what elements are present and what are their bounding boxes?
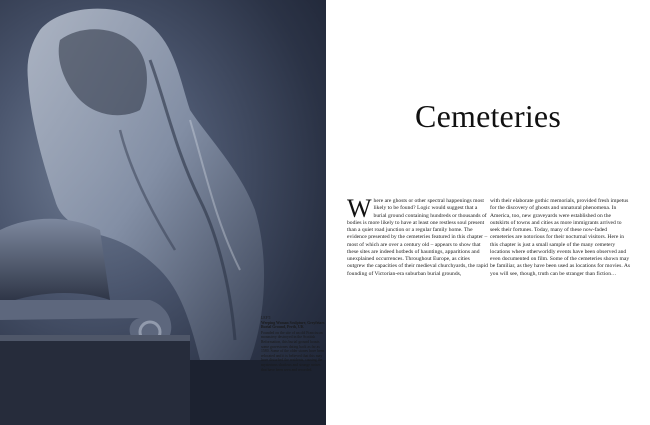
body-column-1 <box>347 194 488 278</box>
drop-cap: W <box>347 194 372 223</box>
caption-position-tag: LEFT: <box>261 316 272 320</box>
chapter-title: Cemeteries <box>415 98 561 134</box>
caption-title: Weeping Woman Sculpture, Greyfriars Burial Ground, Perth, UK <box>261 320 325 330</box>
body-text-column-2: with their elaborate gothic memorials, provided fresh impetus for the discovery of ghosts and unnatural phenomena. In America, too, new graveyards were established on the outskirts of towns and cities as more immigrants arrived to seek their fortunes. Today, many of these now-faded cemeteries are notorious for their nocturnal visitors. Here in this chapter is just a small sample of the many cemetery locations where otherworldly events have been observed and even documented on film. Some of the cemeteries shown may be familiar, as they have been used as locations for movies. As you will see, though, truth can be stranger than fiction… <box>490 198 631 277</box>
caption-body: Founded on the site of an old Franciscan monastery destroyed in the Scottish Reformation, this burial ground boasts some gravestones dating back as far as 1580. Some of the older stones have been relocated and it is believed that this may have disturbed the residents, causing the mysterious shadows and strange noises that have been seen and recorded. <box>261 330 325 372</box>
photo-caption <box>261 316 325 372</box>
body-text-column-1: here are ghosts or other spectral happenings most likely to be found? Logic would suggest that a burial ground containing hundreds or thousands of bodies is more likely to have at least one restless soul present than a quiet road junction or a regular family home. The evidence presented by the cemeteries featured in this chapter – most of which are over a century old – appears to show that these sites are indeed hotbeds of hauntings, apparitions and unexplained occurrences. Throughout Europe, as cities outgrew the capacities of their medieval churchyards, the rapid founding of Victorian-era suburban burial grounds, <box>347 198 488 277</box>
body-column-2 <box>490 198 631 278</box>
